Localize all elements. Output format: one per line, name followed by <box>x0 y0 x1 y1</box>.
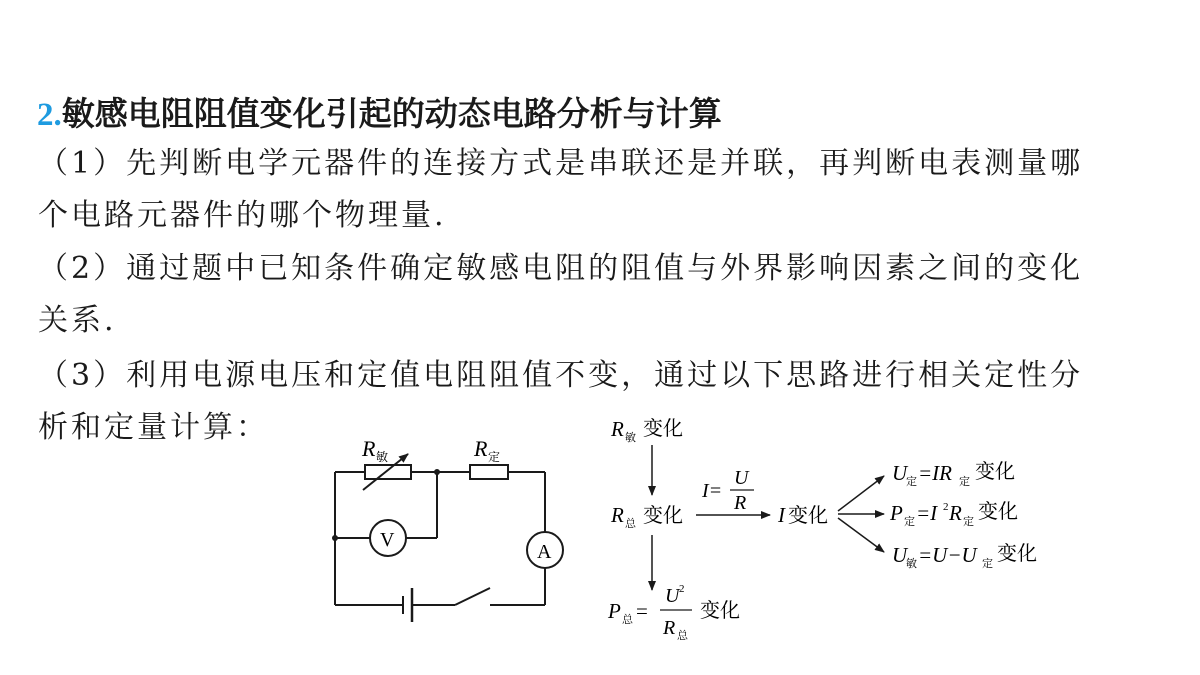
r-sensitive-sub: 敏 <box>376 450 389 464</box>
voltmeter-label: V <box>380 529 395 551</box>
flow-p-total-word: 变化 <box>700 600 740 622</box>
flow-u-fixed-word: 变化 <box>975 461 1015 483</box>
flow-p-total-sym: P <box>608 599 621 623</box>
flow-r-total-sym: R <box>611 503 624 527</box>
flow-p-fixed-sym: P <box>890 501 903 525</box>
circuit-diagram <box>335 454 563 622</box>
flow-ohm-den: R <box>734 492 747 514</box>
flow-ohm-lhs: I= <box>702 480 723 502</box>
flow-p-fixed-rhs2: R <box>949 501 962 525</box>
flow-p-fixed-word: 变化 <box>978 501 1018 523</box>
flow-r-total-sub: 总 <box>625 518 636 530</box>
flow-r-min-sub: 敏 <box>625 432 636 444</box>
flow-arrow-branch-3 <box>838 518 884 552</box>
flow-p-total-sub: 总 <box>622 614 633 626</box>
flow-p-total-den: R <box>663 617 676 639</box>
flow-u-fixed-rhs: =IR <box>918 461 952 485</box>
flow-r-min-word: 变化 <box>643 418 683 440</box>
paragraph-2-line-1: （2）通过题中已知条件确定敏感电阻的阻值与外界影响因素之间的变化 <box>38 251 1084 286</box>
paragraph-3-line-2: 析和定量计算： <box>38 410 269 445</box>
flow-u-min-rhs: =U−U <box>918 543 977 567</box>
r-sensitive-label: R <box>362 436 376 461</box>
junction-dot <box>332 535 338 541</box>
flow-arrow-branch-1 <box>838 476 884 511</box>
heading-number: 2. <box>37 97 62 133</box>
flow-p-total-den-sub: 总 <box>677 630 688 642</box>
paragraph-2-line-2: 关系. <box>38 303 117 338</box>
flow-p-total-num-sup: 2 <box>679 583 685 595</box>
heading-text: 敏感电阻阻值变化引起的动态电路分析与计算 <box>61 94 722 133</box>
flow-p-fixed-rhs-sub: 定 <box>963 516 974 528</box>
sensitive-resistor <box>365 465 411 479</box>
flow-u-min-rhs-sub: 定 <box>982 558 993 570</box>
flow-ohm-num: U <box>734 467 749 489</box>
flow-p-fixed-sup: 2 <box>943 501 949 513</box>
flow-i-word: 变化 <box>788 505 828 527</box>
flow-p-fixed-sub: 定 <box>904 516 915 528</box>
flow-p-fixed-rhs: =I <box>916 501 938 525</box>
flow-u-min-sub: 敏 <box>906 558 917 570</box>
flow-chart <box>607 417 1037 642</box>
flow-u-fixed-rhs-sub: 定 <box>959 476 970 488</box>
flow-u-fixed-sub: 定 <box>906 476 917 488</box>
fixed-resistor <box>470 465 508 479</box>
flow-i-sym: I <box>778 503 785 527</box>
paragraph-3-line-1: （3）利用电源电压和定值电阻阻值不变，通过以下思路进行相关定性分 <box>38 358 1084 393</box>
junction-dot <box>434 469 440 475</box>
flow-u-min-sym: U <box>892 543 908 567</box>
flow-r-min-sym: R <box>611 417 624 441</box>
switch-blade <box>455 588 490 605</box>
flow-u-min-word: 变化 <box>997 543 1037 565</box>
r-fixed-sub: 定 <box>488 450 501 464</box>
flow-p-total-num: U <box>665 585 680 607</box>
flow-u-fixed-sym: U <box>892 461 908 485</box>
paragraph-1-line-2: 个电路元器件的哪个物理量. <box>38 198 447 233</box>
r-fixed-label: R <box>474 436 488 461</box>
flow-r-total-word: 变化 <box>643 505 683 527</box>
ammeter-label: A <box>537 541 552 563</box>
flow-p-total-eq: = <box>636 599 648 623</box>
paragraph-1-line-1: （1）先判断电学元器件的连接方式是串联还是并联，再判断电表测量哪 <box>38 146 1084 181</box>
